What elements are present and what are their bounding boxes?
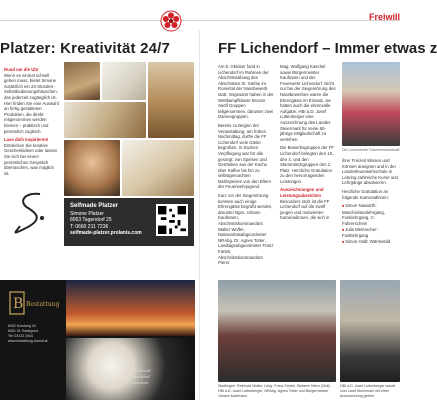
paragraph-award: Mag. Wolfgang Kaschel sowie Bürgermeister Kaufmann und der Feuerwehr Lichendorf. Nicht nur bei der Siegerehrung des Nassbewerbes waren die Ehrengäste im Einsatz, sie hatten auch die ehrenvolle Aufgabe, HBI a.D. Josef Luttenberger eine Auszeichnung des Landes Steiermark für seine 60-jährige Mitgliedschaft zu verleihen. (280, 64, 336, 142)
sunset-photo (66, 280, 195, 336)
product-photo-hut (122, 140, 194, 196)
ad-quote-line: nehmen (132, 380, 149, 385)
funeral-ad (0, 280, 195, 400)
product-photo-owl (64, 62, 100, 100)
svg-text:B: B (13, 296, 24, 312)
women-team-photo (342, 62, 400, 146)
group-photo-honorees (218, 280, 336, 382)
ad-quote (130, 368, 151, 386)
bestattung-logo (8, 290, 58, 318)
right-text-column-2 (280, 64, 336, 224)
product-photo-decoration (102, 62, 146, 100)
group-photo-caption: Stadlingen: Reinhold Wolfer, Lübg. Franz Fartek, Stefanie Heinz (Wdl), HBI a.D. Josef Luttenberger, NRAbg. Agnes Totter und Bürgermeister Johann Kaufmann. (218, 384, 331, 398)
business-card (64, 198, 194, 246)
paragraph-women-team: Besonders stolz ist die FF Lichendorf auf die zwölf jungen und motivierten Kameradinnen, die sich in (280, 198, 330, 221)
header-section-label: Freiwill (368, 12, 400, 22)
left-text-column (4, 64, 60, 179)
right-page-title: FF Lichendorf – Immer etwas z (218, 40, 437, 57)
paragraph-round-the-clock: Wenn es einmal schnell gehen muss, bietet Simone zusätzlich ein 24-Stunden-Selbstbedienungshäuschen, das jederzeit zugänglich ist. Hier finden Sie eine Auswahl an fertig gestalteten Produkten, die direkt mitgenommen werden können – praktisch und persönlich zugleich. (4, 72, 59, 134)
women-team-caption: Die Lichendorfer Damenmannschaft (342, 148, 400, 152)
paragraph-honorees: Kurz vor der Siegerehrung konnten auch einige Ehrengäste begrüßt werden, darunter Bgm. Johann Kaufmann, Abschnittskommandant Walter Wolfer, Nationalratsabgeordneter NRAbg. Dr. Agnes Totter, Landtagsabgeordneter Franz Fartek, Abschnittskommandant Pierer. (218, 193, 274, 266)
card-title: Selfmade Platzer (70, 203, 119, 209)
header-rule (0, 20, 400, 21)
ad-address-line: 8061 St. Radegund (8, 329, 39, 333)
card-address: 8063 Tagendorf 25 (70, 217, 112, 223)
page-spine (199, 30, 200, 400)
top-bar (0, 0, 400, 36)
card-name: Simone Platzer (70, 210, 104, 217)
product-photo-shelf (148, 62, 194, 138)
left-page-title: Platzer: Kreativität 24/7 (0, 40, 171, 57)
card-website[interactable]: selfmade-platzer.prolanis.com (70, 230, 142, 236)
ad-quote-line: Abschied (131, 374, 150, 379)
subheading-inspiration: Lass dich inspirieren! (4, 137, 49, 143)
ad-address (8, 324, 48, 344)
portrait-photo-owner (64, 140, 120, 196)
course-list (342, 203, 400, 245)
paragraph-guests: Bereits zu Beginn der Veranstaltung, am frühen Nachmittag, durfte die FF Lichendorf viele Gäste begrüßen. In Sachen Verpflegung war für alle gesorgt: von Speisen und Getränken aus der Küche über Kaffee bis hin zu selbstgemachten Mehlspeisen von den Eltern der Feuerwehrjugend. (218, 122, 272, 190)
card-phone: T: 0660 211 7236 (70, 223, 109, 230)
product-photo-gifts (64, 102, 146, 138)
paragraph-training: ihrer Freizeit Wissen und Können aneignen und in der Landesfeuerwehrschule in Lebring zahlreiche Kurse und Lehrgänge absolvieren. (342, 158, 398, 186)
ad-quote-line: Würdevoll (130, 368, 151, 373)
ff-flower-logo-icon (160, 10, 182, 32)
ad-left-panel (0, 280, 64, 400)
ad-address-line[interactable]: www.bestattung-brandl.at (8, 339, 48, 343)
award-photo-luttenberger (340, 280, 400, 382)
paragraph-results: Die Bewerbsgruppen der FF Lichendorf belegten den 10., den 4. und den Stammtischgruppen den 1. Platz. Herzliche Gratulation zu den hervorragenden Leistungen. (280, 145, 335, 184)
list-item: ■ Simon Hödl: Wärmebild (342, 239, 400, 246)
subheading-awards: Auszeichnungen und Leistungsabzeichen (280, 187, 324, 199)
ad-address-line: Tel: 03132 2544 (8, 334, 33, 338)
list-item: ■ Julia Meinrecher: Funklehrgang (342, 227, 400, 239)
ad-logo-text: Bestattung (26, 301, 60, 308)
qr-code-icon[interactable] (156, 204, 188, 236)
paragraph-congrats: Herzliche Gratulation an folgende Kameradinnen: (342, 188, 389, 200)
paragraph-inspiration: Entdecken Sie kreative Geschenkideen oder lassen Sie sich bei einem persönlichen Gespräch überraschen, was möglich ist. (4, 142, 58, 176)
right-text-column-1 (218, 64, 274, 269)
ad-address-line: 8062 Kumberg 34 (8, 324, 36, 328)
award-photo-caption: HBI a.D. Josef Luttenberger wurde vom Land Steiermark mit einer Auszeichnung geehrt. (340, 384, 396, 398)
paragraph-intro: Am 5. Oktober fand in Lichendorf im Rahmen der Abschnittsübung des Abschnittes St. Stefan im Rosental der Nassbewerb statt. Insgesamt haben in der Wettkampfklasse Bronze zwölf Gruppen teilgenommen, darunter zwei Damengruppen. (218, 64, 274, 120)
list-item: ■ Simon Nauwirth: Maschinistenlehrgang, Funklehrgang, C-Führerschein (342, 203, 400, 226)
selfmade-signature-logo (12, 188, 50, 236)
subheading-round-the-clock: Rund um die Uhr (4, 67, 39, 72)
right-text-column-3 (342, 158, 400, 245)
